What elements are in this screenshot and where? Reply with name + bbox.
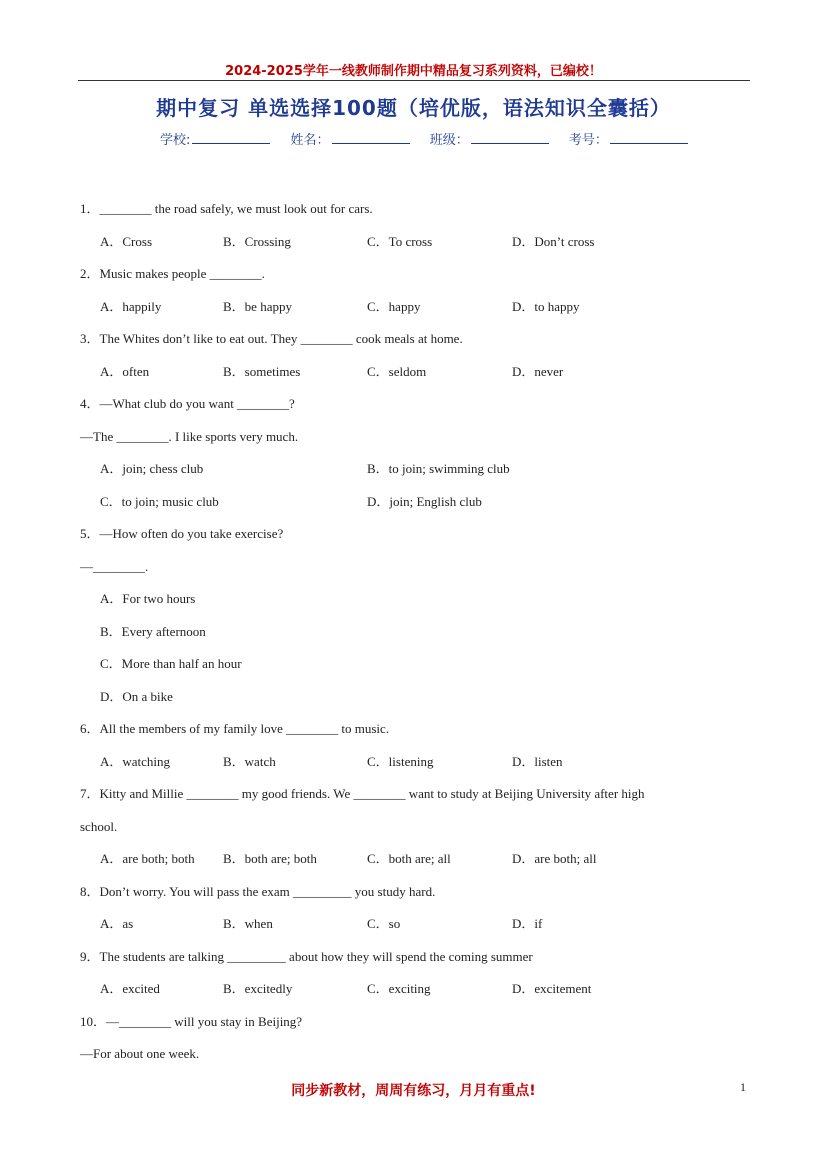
q1-option-c[interactable]: C．To cross — [367, 234, 433, 249]
q2-option-a[interactable]: A．happily — [100, 299, 162, 314]
q10-stem-reply: —For about one week. — [80, 1046, 200, 1061]
q7-option-b[interactable]: B．both are; both — [223, 851, 317, 866]
q9-stem: 9．The students are talking _________ about how they will spend the coming summer — [80, 949, 533, 964]
q3-option-a[interactable]: A．often — [100, 364, 150, 379]
q4-stem-reply: —The ________. I like sports very much. — [80, 429, 299, 444]
number-label: 考号： — [568, 133, 608, 148]
q7-option-c[interactable]: C．both are; all — [367, 851, 451, 866]
q6-stem: 6．All the members of my family love ________ to music. — [80, 721, 390, 736]
q9-option-c[interactable]: C．exciting — [367, 981, 431, 996]
q9-option-a[interactable]: A．excited — [100, 981, 160, 996]
q4-option-b[interactable]: B．to join; swimming club — [367, 461, 510, 476]
q3-option-b[interactable]: B．sometimes — [223, 364, 301, 379]
footer-slogan: 同步新教材，周周有练习，月月有重点! — [291, 1083, 536, 1099]
q4-stem: 4．—What club do you want ________? — [80, 396, 295, 411]
q5-option-d[interactable]: D．On a bike — [100, 689, 173, 704]
q7-stem: 7．Kitty and Millie ________ my good friends. We ________ want to study at Beijing University after high — [80, 786, 645, 801]
name-label: 姓名： — [290, 133, 330, 148]
q8-option-b[interactable]: B．when — [223, 916, 273, 931]
q2-stem: 2．Music makes people ________. — [80, 266, 265, 281]
q5-option-b[interactable]: B．Every afternoon — [100, 624, 206, 639]
class-label: 班级： — [429, 133, 469, 148]
q2-option-b[interactable]: B．be happy — [223, 299, 292, 314]
q1-stem: 1．________ the road safely, we must look out for cars. — [80, 201, 373, 216]
header-rule — [78, 80, 750, 81]
header-banner: 2024-2025学年一线教师制作期中精品复习系列资料，已编校！ — [225, 64, 602, 79]
q6-option-c[interactable]: C．listening — [367, 754, 434, 769]
q5-stem-reply: —________. — [80, 559, 149, 574]
name-blank[interactable] — [332, 131, 410, 144]
q9-option-b[interactable]: B．excitedly — [223, 981, 293, 996]
q4-option-d[interactable]: D．join; English club — [367, 494, 482, 509]
q7-option-d[interactable]: D．are both; all — [512, 851, 597, 866]
q2-option-d[interactable]: D．to happy — [512, 299, 580, 314]
q5-stem: 5．—How often do you take exercise? — [80, 526, 284, 541]
q1-option-b[interactable]: B．Crossing — [223, 234, 291, 249]
q5-option-c[interactable]: C．More than half an hour — [100, 656, 242, 671]
q5-option-a[interactable]: A．For two hours — [100, 591, 196, 606]
q4-option-c[interactable]: C．to join; music club — [100, 494, 219, 509]
q3-option-d[interactable]: D．never — [512, 364, 564, 379]
page-title: 期中复习 单选选择100题（培优版，语法知识全囊括） — [156, 96, 671, 120]
q6-option-a[interactable]: A．watching — [100, 754, 171, 769]
q7-stem-cont: school. — [80, 819, 118, 834]
q4-option-a[interactable]: A．join; chess club — [100, 461, 204, 476]
q8-option-a[interactable]: A．as — [100, 916, 134, 931]
q7-option-a[interactable]: A．are both; both — [100, 851, 195, 866]
school-label: 学校: — [160, 133, 191, 148]
school-blank[interactable] — [192, 131, 270, 144]
page-number: 1 — [740, 1080, 746, 1094]
q8-option-d[interactable]: D．if — [512, 916, 543, 931]
q1-option-d[interactable]: D．Don’t cross — [512, 234, 595, 249]
q8-option-c[interactable]: C．so — [367, 916, 401, 931]
q3-option-c[interactable]: C．seldom — [367, 364, 427, 379]
q1-option-a[interactable]: A．Cross — [100, 234, 153, 249]
q10-stem: 10．—________ will you stay in Beijing? — [80, 1014, 303, 1029]
student-info-row — [160, 129, 696, 148]
q6-option-b[interactable]: B．watch — [223, 754, 276, 769]
q9-option-d[interactable]: D．excitement — [512, 981, 592, 996]
q6-option-d[interactable]: D．listen — [512, 754, 563, 769]
q3-stem: 3．The Whites don’t like to eat out. They ________ cook meals at home. — [80, 331, 463, 346]
q2-option-c[interactable]: C．happy — [367, 299, 421, 314]
q8-stem: 8．Don’t worry. You will pass the exam _________ you study hard. — [80, 884, 436, 899]
class-blank[interactable] — [471, 131, 549, 144]
number-blank[interactable] — [610, 131, 688, 144]
